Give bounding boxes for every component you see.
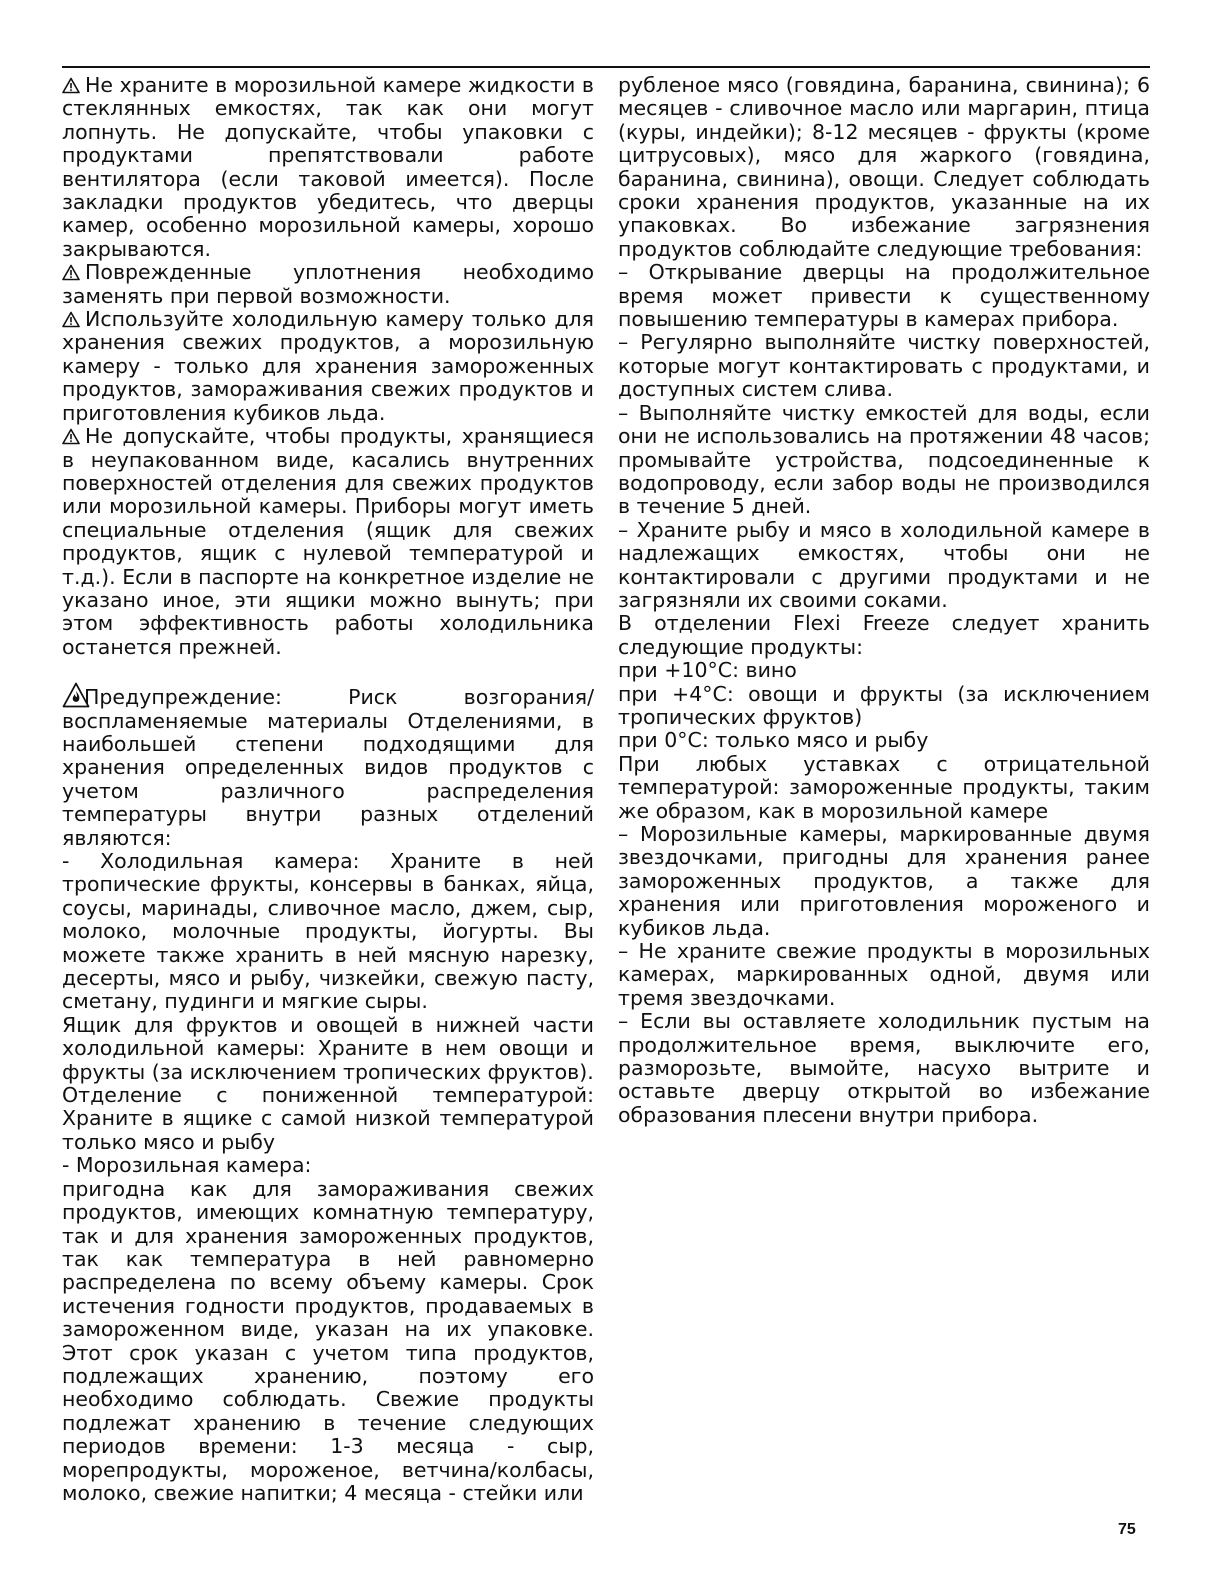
paragraph: [618, 753, 1150, 823]
paragraph: [618, 940, 1150, 1010]
paragraph-text: При любых уставках с отрицательной температурой: замороженные продукты, таким же образом, как в морозильной камере: [618, 751, 1150, 823]
paragraph: [62, 850, 594, 1014]
paragraph-text: – Храните рыбу и мясо в холодильной камере в надлежащих емкостях, чтобы они не контактировали с другими продуктами и не загрязняли их своими соками.: [618, 517, 1150, 612]
paragraph-text: при +4°C: овощи и фрукты (за исключением тропических фруктов): [618, 681, 1150, 729]
paragraph-text: Используйте холодильную камеру только для хранения свежих продуктов, а морозильную камеру - только для хранения замороженных продуктов, замораживания свежих продуктов и приготовления кубиков льда.: [62, 307, 594, 425]
paragraph: [618, 729, 1150, 752]
fire-warning-paragraph: [62, 682, 594, 850]
paragraph: [618, 823, 1150, 940]
paragraph-text: – Морозильные камеры, маркированные двумя звездочками, пригодны для хранения ранее замороженных продуктов, а также для хранения или приготовления мороженого и кубиков льда.: [618, 822, 1150, 940]
paragraph: [62, 1178, 594, 1506]
paragraph-text: Отделение с пониженной температурой: Храните в ящике с самой низкой температурой только мясо и рыбу: [62, 1083, 594, 1154]
warning-triangle-icon: [62, 428, 80, 445]
paragraph-text: - Холодильная камера: Храните в ней тропические фрукты, консервы в банках, яйца, соусы, маринады, сливочное масло, джем, сыр, молоко, молочные продукты, йогурты. Вы можете также хранить в ней мясную нарезку, десерты, мясо и рыбу, чизкейки, свежую пасту, сметану, пудинги и мягкие сыры.: [62, 849, 594, 1014]
warning-triangle-icon: [62, 77, 80, 94]
paragraph-text: – Выполняйте чистку емкостей для воды, если они не использовались на протяжении 48 часов; промывайте устройства, подсоединенные к водопроводу, если забор воды не производился в течение 5 дней.: [618, 400, 1150, 519]
paragraph: [618, 331, 1150, 401]
paragraph: [62, 1154, 594, 1177]
paragraph-text: рубленое мясо (говядина, баранина, свинина); 6 месяцев - сливочное масло или маргарин, птица (куры, индейки); 8-12 месяцев - фрукты (кроме цитрусовых), мясо для жаркого (говядина, баранина, свинина), овощи. Следует соблюдать сроки хранения продуктов, указанные на их упаковках. Во избежание загрязнения продуктов соблюдайте следующие требования:: [618, 73, 1150, 261]
paragraph-text: Не допускайте, чтобы продукты, хранящиеся в неупакованном виде, касались внутренних поверхностей отделения для свежих продуктов или морозильной камеры. Приборы могут иметь специальные отделения (ящик для свежих продуктов, ящик с нулевой температурой и т.д.). Если в паспорте на конкретное изделие не указано иное, эти ящики можно вынуть; при этом эффективность работы холодильника останется прежней.: [62, 424, 594, 659]
page-number: 75: [1118, 1521, 1136, 1538]
paragraph: [62, 74, 594, 261]
paragraph: [62, 308, 594, 425]
paragraph: [62, 425, 594, 659]
paragraph-text: при 0°C: только мясо и рыбу: [618, 728, 929, 753]
paragraph: [618, 402, 1150, 519]
paragraph: [618, 683, 1150, 730]
paragraph: [62, 1014, 594, 1084]
paragraph-text: Не храните в морозильной камере жидкости в стеклянных емкостях, так как они могут лопнуть. Не допускайте, чтобы упаковки с продуктами препятствовали работе вентилятора (если таковой имеется). После закладки продуктов убедитесь, что дверцы камер, особенно морозильной камеры, хорошо закрываются.: [62, 73, 594, 261]
paragraph: [618, 519, 1150, 613]
paragraph: [618, 659, 1150, 682]
paragraph-text: - Морозильная камера:: [62, 1153, 312, 1178]
paragraph: [618, 612, 1150, 659]
paragraph-text: Поврежденные уплотнения необходимо заменять при первой возможности.: [62, 260, 594, 308]
paragraph-text: – Не храните свежие продукты в морозильных камерах, маркированных одной, двумя или тремя звездочками.: [618, 939, 1150, 1010]
paragraph-text: – Если вы оставляете холодильник пустым на продолжительное время, выключите его, разморозьте, вымойте, насухо вытрите и оставьте дверцу открытой во избежание образования плесени внутри прибора.: [618, 1009, 1150, 1127]
paragraph: [62, 261, 594, 308]
paragraph-text: – Регулярно выполняйте чистку поверхностей, которые могут контактировать с продуктами, и доступных систем слива.: [618, 330, 1150, 402]
paragraph: [62, 1084, 594, 1154]
paragraph: [618, 261, 1150, 331]
left-column: [62, 74, 594, 1505]
paragraph-text: Предупреждение: Риск возгорания/воспламеняемые материалы Отделениями, в наибольшей степени подходящими для хранения определенных видов продуктов с учетом различного распределения температуры внутри разных отделений являются:: [62, 685, 594, 850]
paragraph-text: при +10°C: вино: [618, 658, 797, 683]
paragraph-text: пригодна как для замораживания свежих продуктов, имеющих комнатную температуру, так и для хранения замороженных продуктов, так как температура в ней равномерно распределена по всему объему камеры. Срок истечения годности продуктов, продаваемых в замороженном виде, указан на их упаковке. Этот срок указан с учетом типа продуктов, подлежащих хранению, поэтому его необходимо соблюдать. Свежие продукты подлежат хранению в течение следующих периодов времени: 1-3 месяца - сыр, морепродукты, мороженое, ветчина/колбасы, молоко, свежие напитки; 4 месяца - стейки или: [62, 1176, 594, 1505]
paragraph: [618, 74, 1150, 261]
paragraph-text: В отделении Flexi Freeze следует хранить следующие продукты:: [618, 611, 1150, 659]
warning-triangle-icon: [62, 311, 80, 328]
paragraph: [618, 1010, 1150, 1127]
paragraph-text: Ящик для фруктов и овощей в нижней части холодильной камеры: Храните в нем овощи и фрукты (за исключением тропических фруктов).: [62, 1012, 594, 1084]
right-column: [618, 74, 1150, 1127]
warning-triangle-icon: [62, 264, 80, 281]
top-rule: [62, 66, 1150, 68]
paragraph-text: – Открывание дверцы на продолжительное время может привести к существенному повышению температуры в камерах прибора.: [618, 260, 1150, 332]
